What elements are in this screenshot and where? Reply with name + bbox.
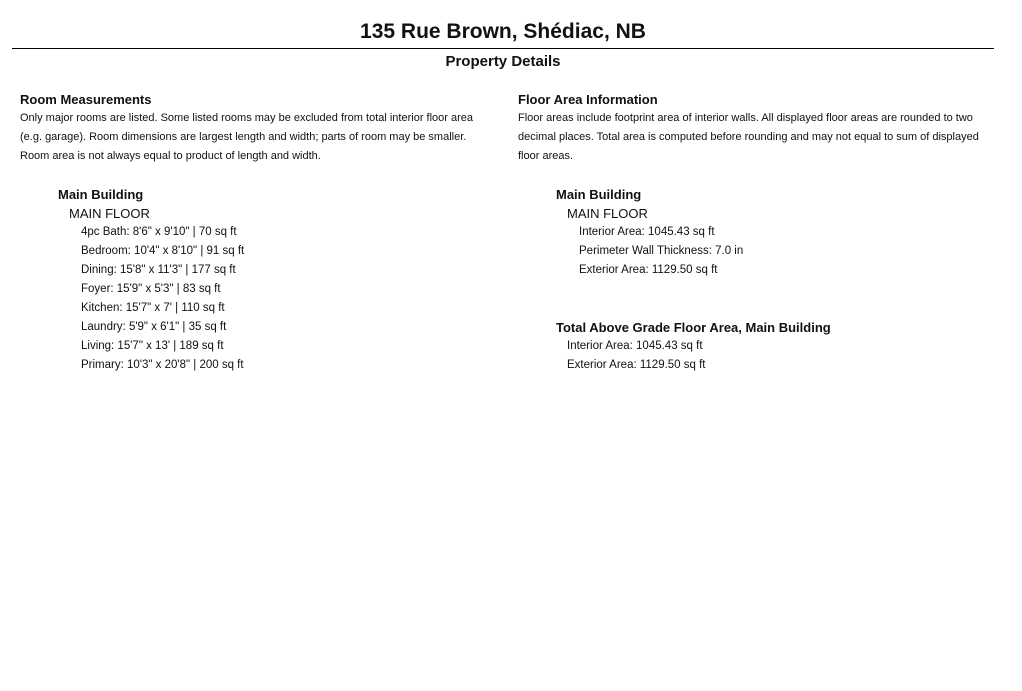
total-floor-area-heading: Total Above Grade Floor Area, Main Building — [556, 320, 831, 335]
floor-area-exterior: Exterior Area: 1129.50 sq ft — [579, 264, 718, 276]
room-item-foyer: Foyer: 15'9" x 5'3" | 83 sq ft — [81, 283, 221, 295]
room-item-4pc-bath: 4pc Bath: 8'6" x 9'10" | 70 sq ft — [81, 226, 237, 238]
page-subtitle: Property Details — [445, 53, 561, 70]
floor-area-description: Floor areas include footprint area of interior walls. All displayed floor areas are rounded to two decimal places. Total area is computed before rounding and may not equal to sum of displayed floor areas. — [518, 112, 979, 162]
room-floor-name: MAIN FLOOR — [69, 206, 150, 221]
room-measurements-heading: Room Measurements — [20, 92, 152, 107]
room-building-name: Main Building — [58, 187, 144, 202]
floor-area-interior: Interior Area: 1045.43 sq ft — [579, 226, 715, 238]
room-measurements-section — [20, 91, 495, 166]
floor-area-building-block — [556, 185, 996, 280]
room-measurements-building-block — [58, 185, 488, 375]
total-floor-area-block — [556, 318, 996, 375]
room-item-kitchen: Kitchen: 15'7" x 7' | 110 sq ft — [81, 302, 225, 314]
room-item-dining: Dining: 15'8" x 11'3" | 177 sq ft — [81, 264, 236, 276]
room-measurements-description: Only major rooms are listed. Some listed rooms may be excluded from total interior floor area (e.g. garage). Room dimensions are largest length and width; parts of room may be smaller. Room area is not always equal to product of length and width. — [20, 112, 474, 162]
page-title: 135 Rue Brown, Shédiac, NB — [360, 20, 646, 43]
total-exterior-area: Exterior Area: 1129.50 sq ft — [567, 359, 706, 371]
floor-area-floor-name: MAIN FLOOR — [567, 206, 648, 221]
room-list — [58, 223, 488, 375]
floor-area-heading: Floor Area Information — [518, 92, 658, 107]
floor-area-building-name: Main Building — [556, 187, 642, 202]
room-item-primary: Primary: 10'3" x 20'8" | 200 sq ft — [81, 359, 244, 371]
room-item-living: Living: 15'7" x 13' | 189 sq ft — [81, 340, 224, 352]
total-interior-area: Interior Area: 1045.43 sq ft — [567, 340, 703, 352]
room-item-laundry: Laundry: 5'9" x 6'1" | 35 sq ft — [81, 321, 227, 333]
room-item-bedroom: Bedroom: 10'4" x 8'10" | 91 sq ft — [81, 245, 245, 257]
floor-area-list — [556, 223, 996, 280]
floor-area-section — [518, 91, 1003, 166]
title-divider — [12, 48, 994, 49]
total-floor-area-list — [556, 337, 996, 375]
floor-area-wall-thickness: Perimeter Wall Thickness: 7.0 in — [579, 245, 744, 257]
